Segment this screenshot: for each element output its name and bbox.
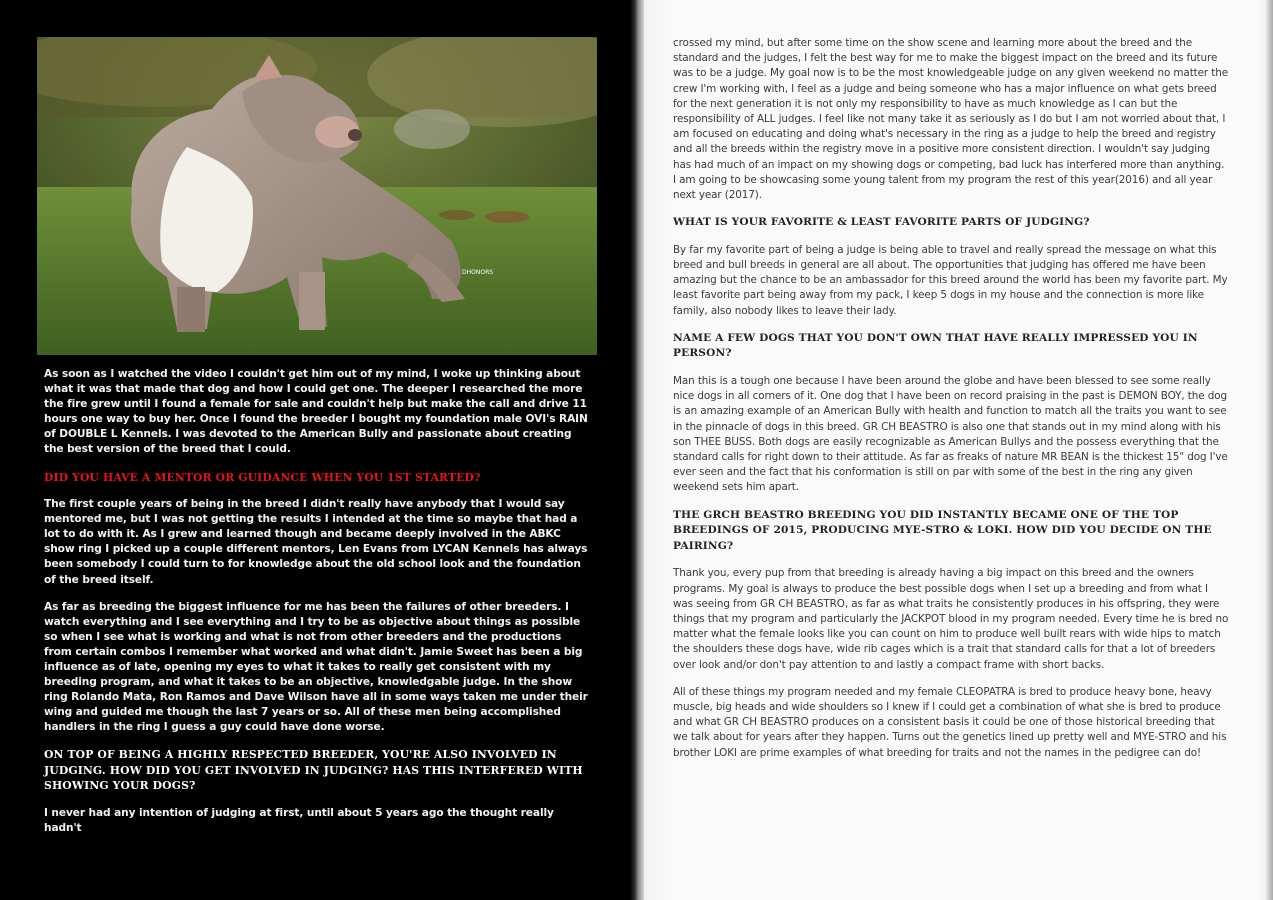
- bully-dog-photo: [37, 37, 597, 355]
- page-edge-shadow: [1266, 0, 1273, 900]
- mentor-heading: DID YOU HAVE A MENTOR OR GUIDANCE WHEN YOU 1ST STARTED?: [44, 470, 481, 484]
- beastro-paragraph-2: All of these things my program needed and my female CLEOPATRA is bred to produce heavy bone, heavy muscle, big heads and wide shoulders so I knew if I could get a combination of what she is bred to produce and what GR CH BEASTRO produces on a consistent basis it could be one of those historical breeding that we talk about for years after they happen. Turns out the genetics lined up pretty well and MYE-STRO and his brother LOKI are prime examples of what breeding for traits and not the names in the pedigree can do!: [673, 685, 1227, 759]
- right-text-column: [673, 36, 1229, 773]
- impressive-dogs-paragraph: Man this is a tough one because I have been around the globe and have been blessed to see some really nice dogs in all corners of it. One dog that I have been on record praising in the past is DEMON BOY, the dog is an amazing example of an American Bully with health and function to match all the traits you want to see in the pinnacle of dogs in this breed. GR CH BEASTRO is also one that stands out in my mind along with his son THEE BUSS. Both dogs are easily recognizable as American Bullys and the possess everything that the standard calls for right down to their attitude. As far as freaks of nature MR BEAN is the thickest 15" dog I've ever seen and the fact that his conformation is still on par with some of the best in the ring any given weekend sets him apart.: [673, 375, 1228, 494]
- judging-heading: ON TOP OF BEING A HIGHLY RESPECTED BREEDER, YOU'RE ALSO INVOLVED IN JUDGING. HOW DID YOU GET INVOLVED IN JUDGING? HAS THIS INTERFERED WITH SHOWING YOUR DOGS?: [44, 748, 583, 793]
- left-text-column: [44, 367, 592, 848]
- impressive-dogs-heading: NAME A FEW DOGS THAT YOU DON'T OWN THAT HAVE REALLY IMPRESSED YOU IN PERSON?: [673, 331, 1198, 360]
- page-gutter: [630, 0, 644, 900]
- intro-paragraph: As soon as I watched the video I couldn't get him out of my mind, I woke up thinking about what it was that made that dog and how I could get one. The deeper I researched the more the fire grew until I found a female for sale and couldn't help but make the call and drive 11 hours one way to buy her. Once I found the breeder I bought my foundation male OVI's RAIN of DOUBLE L Kennels. I was devoted to the American Bully and passionate about creating the best version of the breed that I could.: [44, 368, 588, 456]
- dog-illustration: [37, 37, 597, 355]
- mentor-paragraph-1: The first couple years of being in the breed I didn't really have anybody that I would say mentored me, but I was not getting the results I intended at the time so maybe that had a lot to do with it. As I grew and learned though and became deeply involved in the ABKC show ring I picked up a couple different mentors, Len Evans from LYCAN Kennels has always been somebody I could turn to for knowledge about the old school look and the foundation of the breed itself.: [44, 498, 588, 586]
- favorite-parts-heading: WHAT IS YOUR FAVORITE & LEAST FAVORITE PARTS OF JUDGING?: [673, 216, 1090, 229]
- right-page: [636, 0, 1273, 900]
- judging-paragraph-start: I never had any intention of judging at first, until about 5 years ago the thought really hadn't: [44, 806, 554, 835]
- left-page: [0, 0, 636, 900]
- beastro-breeding-heading: THE GRCH BEASTRO BREEDING YOU DID INSTANTLY BECAME ONE OF THE TOP BREEDINGS OF 2015, PRODUCING MYE-STRO & LOKI. HOW DID YOU DECIDE ON THE PAIRING?: [673, 508, 1212, 552]
- beastro-paragraph-1: Thank you, every pup from that breeding is already having a big impact on this breed and the owners programs. My goal is always to produce the best possible dogs when I set up a breeding and from what I was seeing from GR CH BEASTRO, as far as what traits he consistently produces in his offspring, they were things that my program and particularly the JACKPOT blood in my program needed. Every time he is bred no matter what the female looks like you can count on him to produce well built rears with wide hips to match the shoulders these dogs have, wide rib cages which is a trait that standard calls for that a lot of breeders over look and/or don't pay attention to and lastly a compact frame with short backs.: [673, 567, 1229, 671]
- judging-paragraph-continued: crossed my mind, but after some time on the show scene and learning more about the breed and the standard and the judges, I felt the best way for me to make the biggest impact on the breed and its future was to be a judge. My goal now is to be the most knowledgeable judge on any given weekend no matter the crew I'm working with, I feel as a judge and being someone who has a major influence on what gets breed for the next generation it is not only my responsibility to have as much knowledge as I can but the responsibility of ALL judges. I feel like not many take it as seriously as I do but I am not worried about that, I am focused on educating and doing what's necessary in the ring as a judge to help the breed and registry and all the breeds within the registry move in a positive more consistent direction. I wouldn't say judging has had much of an impact on my showing dogs or competing, bad luck has interfered more than anything. I am going to be showcasing some young talent from my program the rest of this year(2016) and all year next year (2017).: [673, 37, 1229, 202]
- mentor-paragraph-2: As far as breeding the biggest influence for me has been the failures of other breeders. I watch everything and I see everything and I try to be as objective about things as possible so when I see what is working and what is not from other breeders and the productions from certain combos I remember what worked and what didn't. Jamie Sweet has been a big influence as of late, opening my eyes to what it takes to really get consistent with my breeding program, and what it takes to be an objective, knowledgable judge. In the show ring Rolando Mata, Ron Ramos and Dave Wilson have all in some ways taken me under their wing and guided me though the last 7 years or so. All of these men being accomplished handlers in the ring I guess a guy could have done worse.: [44, 600, 588, 734]
- photo-watermark: DHONORS: [462, 269, 494, 276]
- favorite-parts-paragraph: By far my favorite part of being a judge is being able to travel and really spread the message on what this breed and bull breeds in general are all about. The opportunities that judging has offered me have been amazing but the chance to be an ambassador for this breed around the world has been my favorite part. My least favorite part being away from my pack, I keep 5 dogs in my house and the connection is more like family, also nobody likes to leave their lady.: [673, 243, 1228, 317]
